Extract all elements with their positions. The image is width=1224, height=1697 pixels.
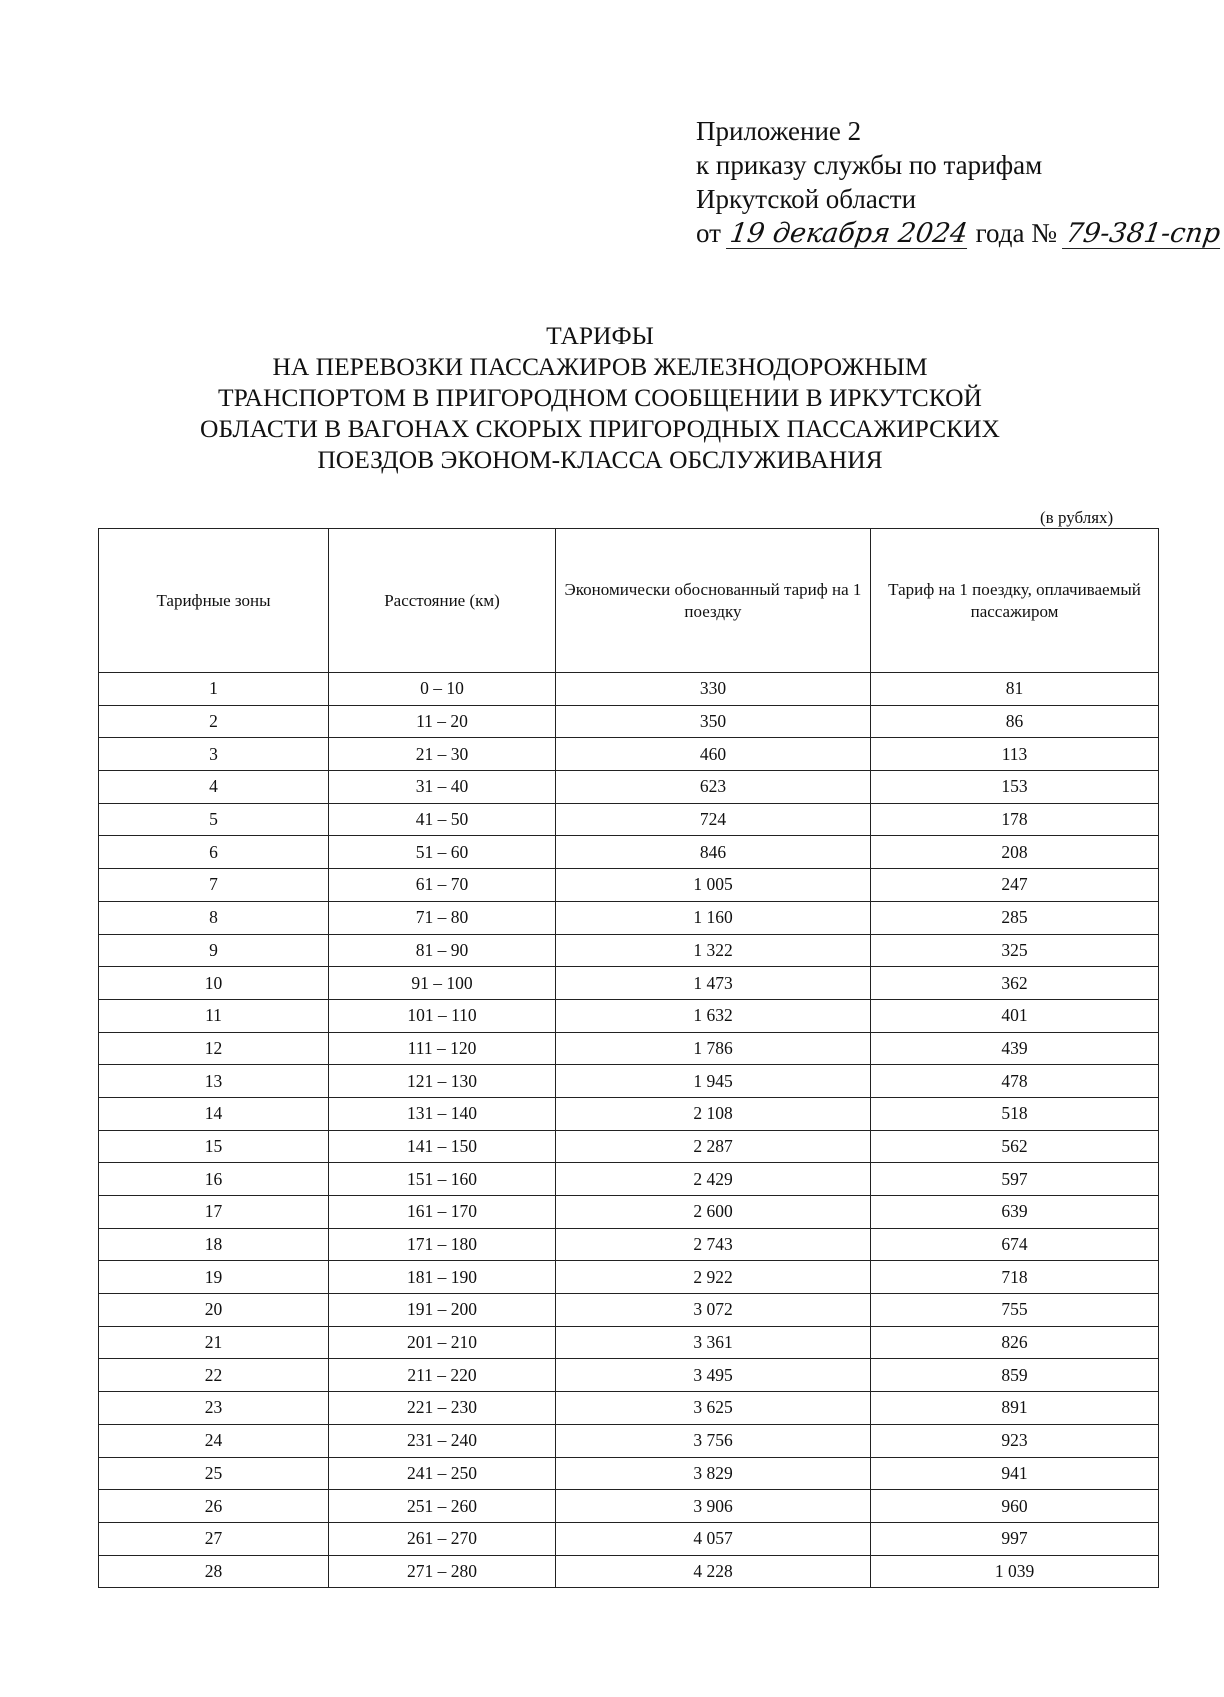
cell-distance: 51 – 60 — [329, 836, 556, 869]
table-row — [99, 803, 1159, 836]
year-number-label: года № — [975, 218, 1057, 248]
cell-economic-tariff: 4 228 — [556, 1555, 871, 1588]
cell-distance: 81 – 90 — [329, 934, 556, 967]
from-label: от — [696, 218, 721, 248]
cell-distance: 91 – 100 — [329, 967, 556, 1000]
cell-zone: 24 — [99, 1424, 329, 1457]
cell-economic-tariff: 724 — [556, 803, 871, 836]
cell-passenger-tariff: 997 — [871, 1522, 1159, 1555]
cell-economic-tariff: 3 756 — [556, 1424, 871, 1457]
table-row — [99, 1130, 1159, 1163]
cell-economic-tariff: 3 829 — [556, 1457, 871, 1490]
cell-zone: 18 — [99, 1228, 329, 1261]
title-line-3: ТРАНСПОРТОМ В ПРИГОРОДНОМ СООБЩЕНИИ В ИРКУТСКОЙ — [218, 383, 982, 412]
cell-zone: 28 — [99, 1555, 329, 1588]
cell-zone: 25 — [99, 1457, 329, 1490]
cell-distance: 0 – 10 — [329, 673, 556, 706]
cell-zone: 12 — [99, 1032, 329, 1065]
table-row — [99, 1326, 1159, 1359]
cell-distance: 221 – 230 — [329, 1392, 556, 1425]
table-row — [99, 1490, 1159, 1523]
cell-zone: 15 — [99, 1130, 329, 1163]
table-row — [99, 1392, 1159, 1425]
cell-zone: 21 — [99, 1326, 329, 1359]
cell-passenger-tariff: 81 — [871, 673, 1159, 706]
cell-passenger-tariff: 208 — [871, 836, 1159, 869]
cell-economic-tariff: 2 287 — [556, 1130, 871, 1163]
cell-passenger-tariff: 960 — [871, 1490, 1159, 1523]
cell-zone: 27 — [99, 1522, 329, 1555]
cell-economic-tariff: 1 322 — [556, 934, 871, 967]
cell-economic-tariff: 1 160 — [556, 901, 871, 934]
cell-distance: 131 – 140 — [329, 1097, 556, 1130]
table-header-row — [99, 529, 1159, 673]
table-row — [99, 1032, 1159, 1065]
cell-economic-tariff: 1 473 — [556, 967, 871, 1000]
cell-zone: 14 — [99, 1097, 329, 1130]
cell-distance: 121 – 130 — [329, 1065, 556, 1098]
cell-zone: 13 — [99, 1065, 329, 1098]
table-row — [99, 999, 1159, 1032]
cell-distance: 31 – 40 — [329, 771, 556, 804]
cell-zone: 26 — [99, 1490, 329, 1523]
cell-zone: 9 — [99, 934, 329, 967]
cell-economic-tariff: 2 922 — [556, 1261, 871, 1294]
cell-passenger-tariff: 325 — [871, 934, 1159, 967]
cell-passenger-tariff: 285 — [871, 901, 1159, 934]
cell-distance: 141 – 150 — [329, 1130, 556, 1163]
table-body — [99, 673, 1159, 1588]
table-row — [99, 1294, 1159, 1327]
cell-zone: 22 — [99, 1359, 329, 1392]
tariff-table — [98, 528, 1159, 1588]
table-row — [99, 1555, 1159, 1588]
table-row — [99, 836, 1159, 869]
cell-distance: 271 – 280 — [329, 1555, 556, 1588]
cell-zone: 11 — [99, 999, 329, 1032]
cell-passenger-tariff: 153 — [871, 771, 1159, 804]
cell-passenger-tariff: 478 — [871, 1065, 1159, 1098]
cell-passenger-tariff: 247 — [871, 869, 1159, 902]
cell-distance: 211 – 220 — [329, 1359, 556, 1392]
cell-distance: 251 – 260 — [329, 1490, 556, 1523]
cell-distance: 41 – 50 — [329, 803, 556, 836]
cell-passenger-tariff: 113 — [871, 738, 1159, 771]
cell-zone: 16 — [99, 1163, 329, 1196]
cell-economic-tariff: 2 108 — [556, 1097, 871, 1130]
cell-distance: 181 – 190 — [329, 1261, 556, 1294]
cell-economic-tariff: 1 945 — [556, 1065, 871, 1098]
handwritten-order-number: 79-381-спр — [1063, 218, 1223, 249]
cell-passenger-tariff: 718 — [871, 1261, 1159, 1294]
cell-distance: 71 – 80 — [329, 901, 556, 934]
cell-economic-tariff: 1 786 — [556, 1032, 871, 1065]
table-row — [99, 1522, 1159, 1555]
cell-economic-tariff: 3 361 — [556, 1326, 871, 1359]
appendix-region: Иркутской области — [696, 184, 917, 214]
table-row — [99, 1457, 1159, 1490]
table-row — [99, 1261, 1159, 1294]
table-row — [99, 1163, 1159, 1196]
cell-distance: 261 – 270 — [329, 1522, 556, 1555]
header-distance: Расстояние (км) — [329, 529, 556, 673]
cell-distance: 21 – 30 — [329, 738, 556, 771]
cell-passenger-tariff: 859 — [871, 1359, 1159, 1392]
cell-distance: 191 – 200 — [329, 1294, 556, 1327]
title-line-2: НА ПЕРЕВОЗКИ ПАССАЖИРОВ ЖЕЛЕЗНОДОРОЖНЫМ — [272, 352, 928, 381]
table-row — [99, 934, 1159, 967]
table-row — [99, 1065, 1159, 1098]
table-row — [99, 1359, 1159, 1392]
cell-zone: 10 — [99, 967, 329, 1000]
cell-economic-tariff: 460 — [556, 738, 871, 771]
cell-distance: 11 – 20 — [329, 705, 556, 738]
cell-economic-tariff: 2 600 — [556, 1196, 871, 1229]
header-passenger-tariff: Тариф на 1 поездку, оплачиваемый пассажиром — [871, 529, 1159, 673]
cell-zone: 23 — [99, 1392, 329, 1425]
header-economic-tariff: Экономически обоснованный тариф на 1 поездку — [556, 529, 871, 673]
cell-passenger-tariff: 755 — [871, 1294, 1159, 1327]
cell-zone: 8 — [99, 901, 329, 934]
cell-economic-tariff: 3 625 — [556, 1392, 871, 1425]
cell-zone: 4 — [99, 771, 329, 804]
table-row — [99, 673, 1159, 706]
cell-economic-tariff: 3 072 — [556, 1294, 871, 1327]
cell-distance: 61 – 70 — [329, 869, 556, 902]
cell-passenger-tariff: 562 — [871, 1130, 1159, 1163]
cell-distance: 231 – 240 — [329, 1424, 556, 1457]
cell-economic-tariff: 3 906 — [556, 1490, 871, 1523]
title-line-4: ОБЛАСТИ В ВАГОНАХ СКОРЫХ ПРИГОРОДНЫХ ПАССАЖИРСКИХ — [200, 414, 1000, 443]
cell-distance: 111 – 120 — [329, 1032, 556, 1065]
cell-distance: 151 – 160 — [329, 1163, 556, 1196]
table-row — [99, 771, 1159, 804]
cell-passenger-tariff: 826 — [871, 1326, 1159, 1359]
cell-passenger-tariff: 923 — [871, 1424, 1159, 1457]
table-row — [99, 1228, 1159, 1261]
cell-distance: 101 – 110 — [329, 999, 556, 1032]
cell-zone: 7 — [99, 869, 329, 902]
cell-economic-tariff: 1 005 — [556, 869, 871, 902]
cell-passenger-tariff: 178 — [871, 803, 1159, 836]
cell-economic-tariff: 4 057 — [556, 1522, 871, 1555]
cell-passenger-tariff: 439 — [871, 1032, 1159, 1065]
table-row — [99, 1196, 1159, 1229]
table-row — [99, 967, 1159, 1000]
header-tariff-zones: Тарифные зоны — [99, 529, 329, 673]
appendix-order-reference: к приказу службы по тарифам — [696, 150, 1043, 180]
table-row — [99, 901, 1159, 934]
title-line-1: ТАРИФЫ — [546, 321, 654, 350]
cell-economic-tariff: 2 743 — [556, 1228, 871, 1261]
appendix-date-line — [696, 216, 1222, 250]
title-line-5: ПОЕЗДОВ ЭКОНОМ-КЛАССА ОБСЛУЖИВАНИЯ — [317, 445, 883, 474]
cell-zone: 5 — [99, 803, 329, 836]
cell-distance: 241 – 250 — [329, 1457, 556, 1490]
appendix-block — [696, 114, 1222, 250]
appendix-title: Приложение 2 — [696, 116, 862, 146]
cell-distance: 171 – 180 — [329, 1228, 556, 1261]
cell-economic-tariff: 846 — [556, 836, 871, 869]
cell-zone: 17 — [99, 1196, 329, 1229]
cell-passenger-tariff: 941 — [871, 1457, 1159, 1490]
table-row — [99, 738, 1159, 771]
cell-passenger-tariff: 891 — [871, 1392, 1159, 1425]
table-row — [99, 1424, 1159, 1457]
cell-passenger-tariff: 362 — [871, 967, 1159, 1000]
cell-economic-tariff: 2 429 — [556, 1163, 871, 1196]
cell-passenger-tariff: 639 — [871, 1196, 1159, 1229]
cell-distance: 201 – 210 — [329, 1326, 556, 1359]
cell-economic-tariff: 350 — [556, 705, 871, 738]
cell-distance: 161 – 170 — [329, 1196, 556, 1229]
cell-zone: 19 — [99, 1261, 329, 1294]
table-row — [99, 869, 1159, 902]
cell-zone: 20 — [99, 1294, 329, 1327]
cell-economic-tariff: 330 — [556, 673, 871, 706]
cell-economic-tariff: 623 — [556, 771, 871, 804]
handwritten-date: 19 декабря 2024 — [727, 218, 970, 249]
cell-passenger-tariff: 86 — [871, 705, 1159, 738]
cell-zone: 2 — [99, 705, 329, 738]
document-title — [200, 320, 1000, 475]
cell-economic-tariff: 1 632 — [556, 999, 871, 1032]
cell-passenger-tariff: 1 039 — [871, 1555, 1159, 1588]
cell-passenger-tariff: 597 — [871, 1163, 1159, 1196]
cell-passenger-tariff: 401 — [871, 999, 1159, 1032]
table-row — [99, 705, 1159, 738]
cell-passenger-tariff: 518 — [871, 1097, 1159, 1130]
units-note: (в рублях) — [1040, 508, 1114, 527]
cell-passenger-tariff: 674 — [871, 1228, 1159, 1261]
cell-economic-tariff: 3 495 — [556, 1359, 871, 1392]
cell-zone: 6 — [99, 836, 329, 869]
cell-zone: 1 — [99, 673, 329, 706]
cell-zone: 3 — [99, 738, 329, 771]
table-row — [99, 1097, 1159, 1130]
